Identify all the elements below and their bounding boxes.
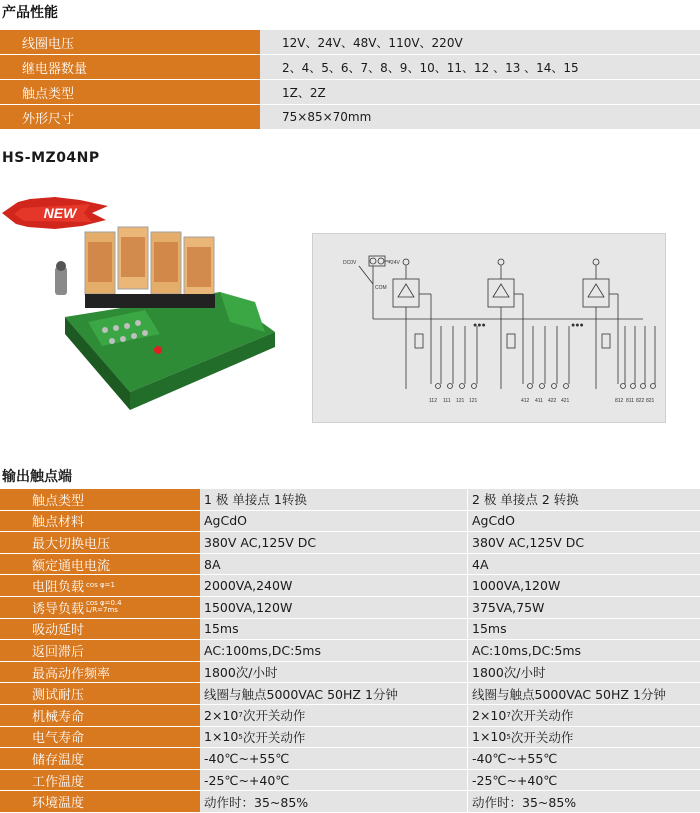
output-col2: 1000VA,120W [468, 575, 700, 597]
output-col2: 线圈与触点5000VAC 50HZ 1分钟 [468, 683, 700, 705]
output-col2: 4A [468, 554, 700, 576]
schematic-ellipsis: ●●● [571, 322, 584, 329]
output-col1: -25℃~+40℃ [200, 770, 468, 792]
table-row [0, 791, 700, 813]
table-row [0, 640, 700, 662]
table-row [0, 554, 700, 576]
output-col2: 动作时：35~85% [468, 791, 700, 813]
output-col1: 1 极 单接点 1转换 [200, 489, 468, 511]
life-exponent: 7 [506, 711, 511, 720]
output-col1 [200, 705, 468, 727]
schematic-v-label: +24V [388, 260, 400, 266]
schematic-terminal: 812 [615, 398, 624, 404]
output-label: 机械寿命 [0, 705, 200, 727]
life-suffix: 次开关动作 [242, 708, 306, 724]
output-col2: AC:10ms,DC:5ms [468, 640, 700, 662]
spec-label: 触点类型 [0, 80, 260, 105]
table-row [0, 683, 700, 705]
life-base: 1×10 [472, 729, 507, 745]
schematic-dc-label: DC0V [343, 260, 357, 266]
output-col2 [468, 705, 700, 727]
life-base: 2×10 [472, 707, 507, 723]
output-label: 电气寿命 [0, 727, 200, 749]
model-name: HS-MZ04NP [2, 150, 100, 166]
schematic-terminal: 121 [469, 398, 478, 404]
table-row [0, 770, 700, 792]
output-col1: 380V AC,125V DC [200, 532, 468, 554]
output-label-cell [0, 597, 200, 619]
schematic-terminal: 112 [429, 398, 437, 404]
spec-label: 继电器数量 [0, 55, 260, 80]
life-base: 1×10 [204, 729, 239, 745]
table-row [0, 597, 700, 619]
output-label: 储存温度 [0, 748, 200, 770]
spec-row [0, 105, 700, 130]
output-section-title: 输出触点端 [2, 469, 72, 485]
table-row [0, 619, 700, 641]
output-label: 最大切换电压 [0, 532, 200, 554]
spec-label: 线圈电压 [0, 30, 260, 55]
table-row [0, 511, 700, 533]
schematic-terminal: 411 [535, 398, 543, 404]
life-base: 2×10 [204, 707, 239, 723]
output-col2: 15ms [468, 619, 700, 641]
output-label: 额定通电电流 [0, 554, 200, 576]
schematic-terminal: 821 [646, 398, 655, 404]
schematic-terminal: 422 [548, 398, 557, 404]
output-col2: AgCdO [468, 511, 700, 533]
schematic-terminal: 822 [636, 398, 645, 404]
output-label-sub-1: cos φ=0.4 [86, 599, 122, 608]
spec-value: 75×85×70mm [260, 105, 700, 130]
schematic-ellipsis: ●●● [473, 322, 486, 329]
output-label: 吸动延时 [0, 619, 200, 641]
spec-value: 1Z、2Z [260, 80, 700, 105]
output-label: 触点材料 [0, 511, 200, 533]
life-suffix: 次开关动作 [510, 729, 574, 745]
output-label: 工作温度 [0, 770, 200, 792]
output-label: 电阻负载 [32, 580, 85, 596]
spec-label: 外形尺寸 [0, 105, 260, 130]
life-suffix: 次开关动作 [242, 729, 306, 745]
output-col1 [200, 727, 468, 749]
output-label-sub-2: L/R=7ms [86, 606, 118, 615]
output-label: 触点类型 [0, 489, 200, 511]
life-suffix: 次开关动作 [510, 708, 574, 724]
table-row [0, 489, 700, 511]
schematic-com-label: COM [375, 285, 387, 291]
relay-board-photo [50, 222, 280, 412]
output-col1: 动作时：35~85% [200, 791, 468, 813]
output-label-sub [86, 600, 122, 614]
output-col2: 2 极 单接点 2 转换 [468, 489, 700, 511]
table-row [0, 662, 700, 684]
table-row [0, 575, 700, 597]
spec-section-title: 产品性能 [2, 5, 58, 21]
output-col1: 1800次/小时 [200, 662, 468, 684]
schematic-terminal: 412 [521, 398, 530, 404]
output-col2: 375VA,75W [468, 597, 700, 619]
output-col1: 8A [200, 554, 468, 576]
wiring-schematic [312, 233, 666, 423]
output-col1: AC:100ms,DC:5ms [200, 640, 468, 662]
table-row [0, 727, 700, 749]
output-col2 [468, 727, 700, 749]
schematic-terminal: 421 [561, 398, 570, 404]
table-row [0, 748, 700, 770]
output-label: 测试耐压 [0, 683, 200, 705]
output-label-sub: cos φ=1 [86, 581, 115, 590]
output-col1: -40℃~+55℃ [200, 748, 468, 770]
spec-row [0, 55, 700, 80]
life-exponent: 5 [238, 732, 243, 741]
table-row [0, 705, 700, 727]
schematic-terminal: 121 [456, 398, 465, 404]
output-col1: AgCdO [200, 511, 468, 533]
output-label-cell [0, 575, 200, 597]
spec-row [0, 30, 700, 55]
output-col2: 1800次/小时 [468, 662, 700, 684]
spec-value: 12V、24V、48V、110V、220V [260, 30, 700, 55]
output-col2: -40℃~+55℃ [468, 748, 700, 770]
output-label: 返回滞后 [0, 640, 200, 662]
spec-value: 2、4、5、6、7、8、9、10、11、12 、13 、14、15 [260, 55, 700, 80]
output-col1: 线圈与触点5000VAC 50HZ 1分钟 [200, 683, 468, 705]
output-col1: 1500VA,120W [200, 597, 468, 619]
output-table [0, 489, 700, 813]
output-col2: 380V AC,125V DC [468, 532, 700, 554]
schematic-terminal: 111 [443, 398, 451, 404]
output-col1: 2000VA,240W [200, 575, 468, 597]
output-col1: 15ms [200, 619, 468, 641]
output-label: 最高动作频率 [0, 662, 200, 684]
spec-table [0, 30, 700, 130]
output-label: 诱导负载 [32, 601, 85, 617]
life-exponent: 5 [506, 732, 511, 741]
output-col2: -25℃~+40℃ [468, 770, 700, 792]
spec-row [0, 80, 700, 105]
table-row [0, 532, 700, 554]
output-label: 环境温度 [0, 791, 200, 813]
life-exponent: 7 [238, 711, 243, 720]
schematic-terminal: 811 [626, 398, 634, 404]
new-badge-text: NEW [43, 205, 77, 221]
